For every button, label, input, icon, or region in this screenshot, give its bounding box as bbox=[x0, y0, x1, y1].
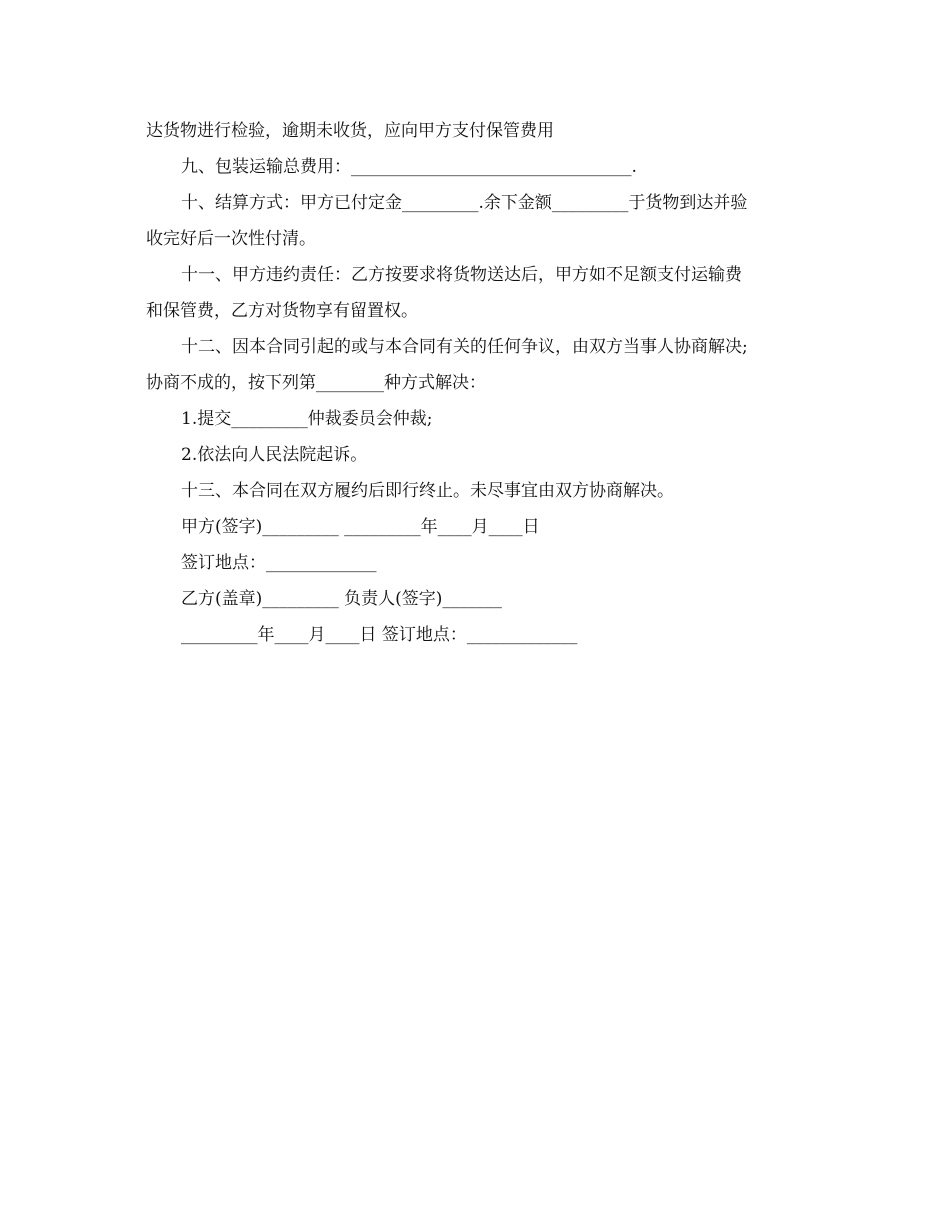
clause-13-termination: 十三、本合同在双方履约后即行终止。未尽事宜由双方协商解决。 bbox=[181, 481, 674, 501]
clause-12-option-2: 2.依法向人民法院起诉。 bbox=[181, 445, 368, 465]
party-a-signing-place: 签订地点：_____________ bbox=[181, 553, 377, 573]
contract-body bbox=[146, 113, 811, 653]
party-a-signature-line: 甲方(签字)_________ _________年____月____日 bbox=[181, 517, 540, 537]
clause-9-packaging-cost: 九、包装运输总费用：_________________________________. bbox=[181, 157, 637, 177]
clause-10-settlement-line-2: 收完好后一次性付清。 bbox=[146, 229, 316, 249]
party-b-signature-line: 乙方(盖章)_________ 负责人(签字)_______ bbox=[181, 589, 502, 609]
paragraph-continuation: 达货物进行检验，逾期未收货，应向甲方支付保管费用 bbox=[146, 121, 554, 141]
clause-12-option-1: 1.提交_________仲裁委员会仲裁; bbox=[181, 409, 433, 429]
clause-10-settlement-line-1: 十、结算方式：甲方已付定金_________.余下金额_________于货物到达并验 bbox=[181, 193, 748, 213]
clause-11-liability-line-1: 十一、甲方违约责任：乙方按要求将货物送达后，甲方如不足额支付运输费 bbox=[181, 265, 742, 285]
clause-12-dispute-line-1: 十二、因本合同引起的或与本合同有关的任何争议，由双方当事人协商解决; bbox=[181, 337, 748, 357]
clause-11-liability-line-2: 和保管费，乙方对货物享有留置权。 bbox=[146, 301, 418, 321]
clause-12-dispute-line-2: 协商不成的，按下列第________种方式解决： bbox=[146, 373, 486, 393]
party-b-date-place-line: _________年____月____日 签订地点：_____________ bbox=[181, 625, 578, 645]
